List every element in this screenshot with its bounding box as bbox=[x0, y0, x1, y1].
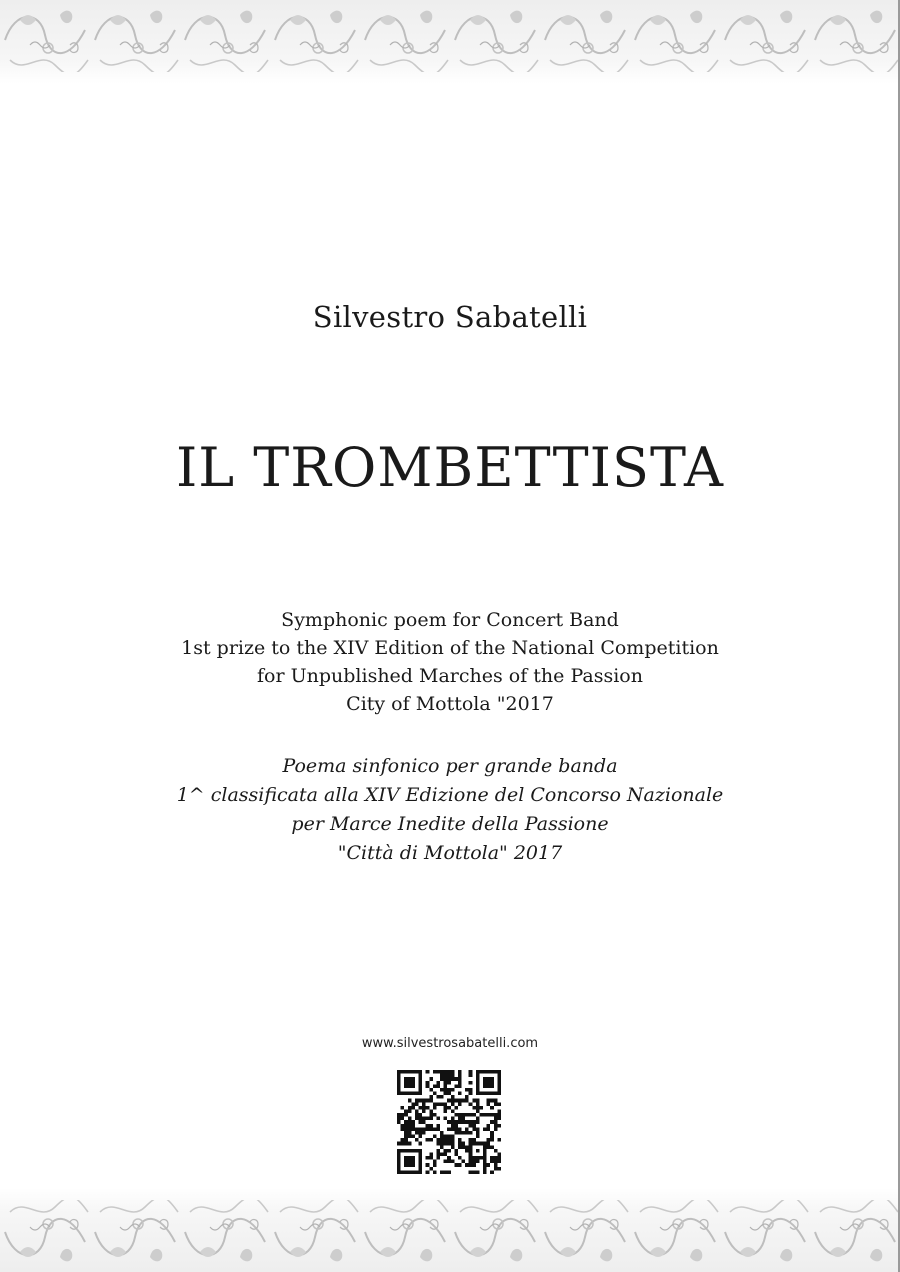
composer-name: Silvestro Sabatelli bbox=[312, 300, 588, 334]
description-english bbox=[0, 606, 900, 718]
work-title: IL TROMBETTISTA bbox=[175, 436, 725, 499]
description-line: "Città di Mottola" 2017 bbox=[337, 842, 563, 864]
description-line: Symphonic poem for Concert Band bbox=[281, 609, 619, 631]
ornamental-border-top bbox=[0, 0, 898, 84]
website-link[interactable]: www.silvestrosabatelli.com bbox=[361, 1036, 539, 1051]
description-italian bbox=[0, 752, 900, 868]
ornamental-border-bottom bbox=[0, 1188, 898, 1272]
description-line: Poema sinfonico per grande banda bbox=[282, 755, 618, 777]
description-line: 1st prize to the XIV Edition of the National Competition bbox=[181, 637, 719, 659]
description-line: for Unpublished Marches of the Passion bbox=[257, 665, 643, 687]
description-line: City of Mottola "2017 bbox=[346, 693, 554, 715]
qr-code-icon[interactable] bbox=[397, 1070, 501, 1174]
description-line: 1^ classificata alla XIV Edizione del Concorso Nazionale bbox=[176, 784, 724, 806]
description-line: per Marce Inedite della Passione bbox=[291, 813, 609, 835]
